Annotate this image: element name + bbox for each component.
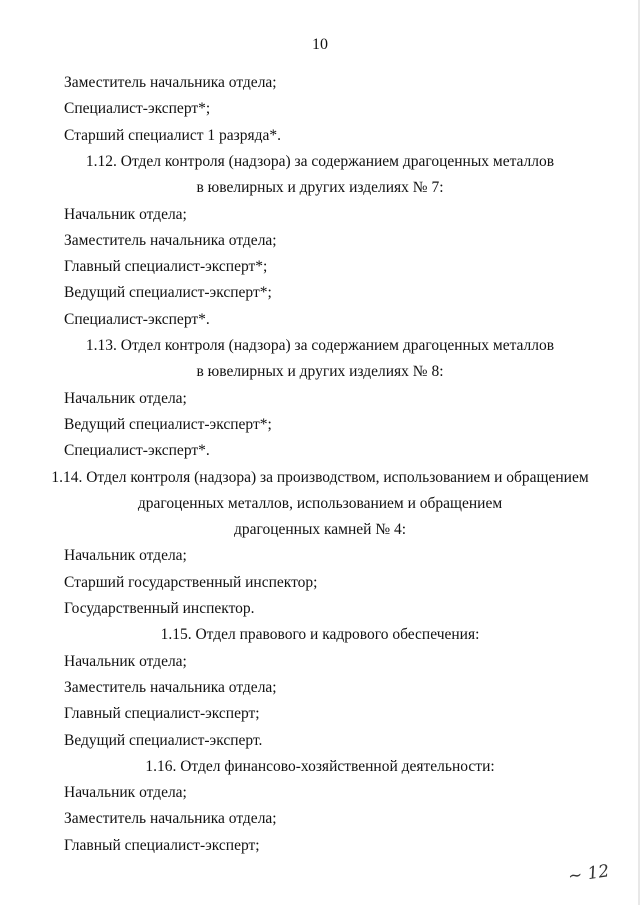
- position-line: Начальник отдела;: [64, 389, 187, 407]
- position-line: Главный специалист-эксперт;: [64, 836, 260, 854]
- position-line: Специалист-эксперт*.: [64, 310, 210, 328]
- position-line: Заместитель начальника отдела;: [64, 74, 277, 91]
- section-heading-line: 1.16. Отдел финансово-хозяйственной деятельности:: [145, 757, 495, 775]
- position-line: Старший государственный инспектор;: [64, 573, 318, 591]
- section-heading-line: 1.14. Отдел контроля (надзора) за производством, использованием и обращением: [51, 468, 589, 486]
- position-line: Заместитель начальника отдела;: [64, 231, 277, 249]
- section-heading-line: в ювелирных и других изделиях № 7:: [196, 179, 444, 197]
- position-line: Начальник отдела;: [64, 547, 187, 565]
- section-heading-line: 1.12. Отдел контроля (надзора) за содержанием драгоценных металлов: [85, 152, 555, 170]
- position-line: Начальник отдела;: [64, 205, 187, 223]
- position-line: Специалист-эксперт*;: [64, 100, 211, 118]
- handwritten-page-mark: ~ 12: [566, 861, 611, 887]
- position-line: Старший специалист 1 разряда*.: [64, 126, 281, 144]
- section-heading-line: драгоценных камней № 4:: [233, 521, 407, 539]
- position-line: Начальник отдела;: [64, 652, 187, 670]
- section-heading-line: 1.15. Отдел правового и кадрового обеспечения:: [160, 626, 480, 644]
- position-line: Ведущий специалист-эксперт*;: [64, 415, 272, 433]
- position-line: Ведущий специалист-эксперт.: [64, 731, 263, 749]
- position-line: Специалист-эксперт*.: [64, 442, 210, 460]
- position-line: Начальник отдела;: [64, 784, 187, 802]
- position-line: Главный специалист-эксперт*;: [64, 258, 268, 276]
- position-line: Государственный инспектор.: [64, 600, 255, 617]
- position-line: Главный специалист-эксперт;: [64, 705, 260, 723]
- position-line: Ведущий специалист-эксперт*;: [64, 284, 272, 302]
- position-line: Заместитель начальника отдела;: [64, 678, 277, 696]
- section-heading-line: драгоценных металлов, использованием и обращением: [137, 494, 503, 512]
- section-heading-line: в ювелирных и других изделиях № 8:: [196, 363, 444, 381]
- position-line: Заместитель начальника отдела;: [64, 810, 277, 828]
- page-number: 10: [312, 36, 328, 53]
- section-heading-line: 1.13. Отдел контроля (надзора) за содержанием драгоценных металлов: [85, 337, 555, 354]
